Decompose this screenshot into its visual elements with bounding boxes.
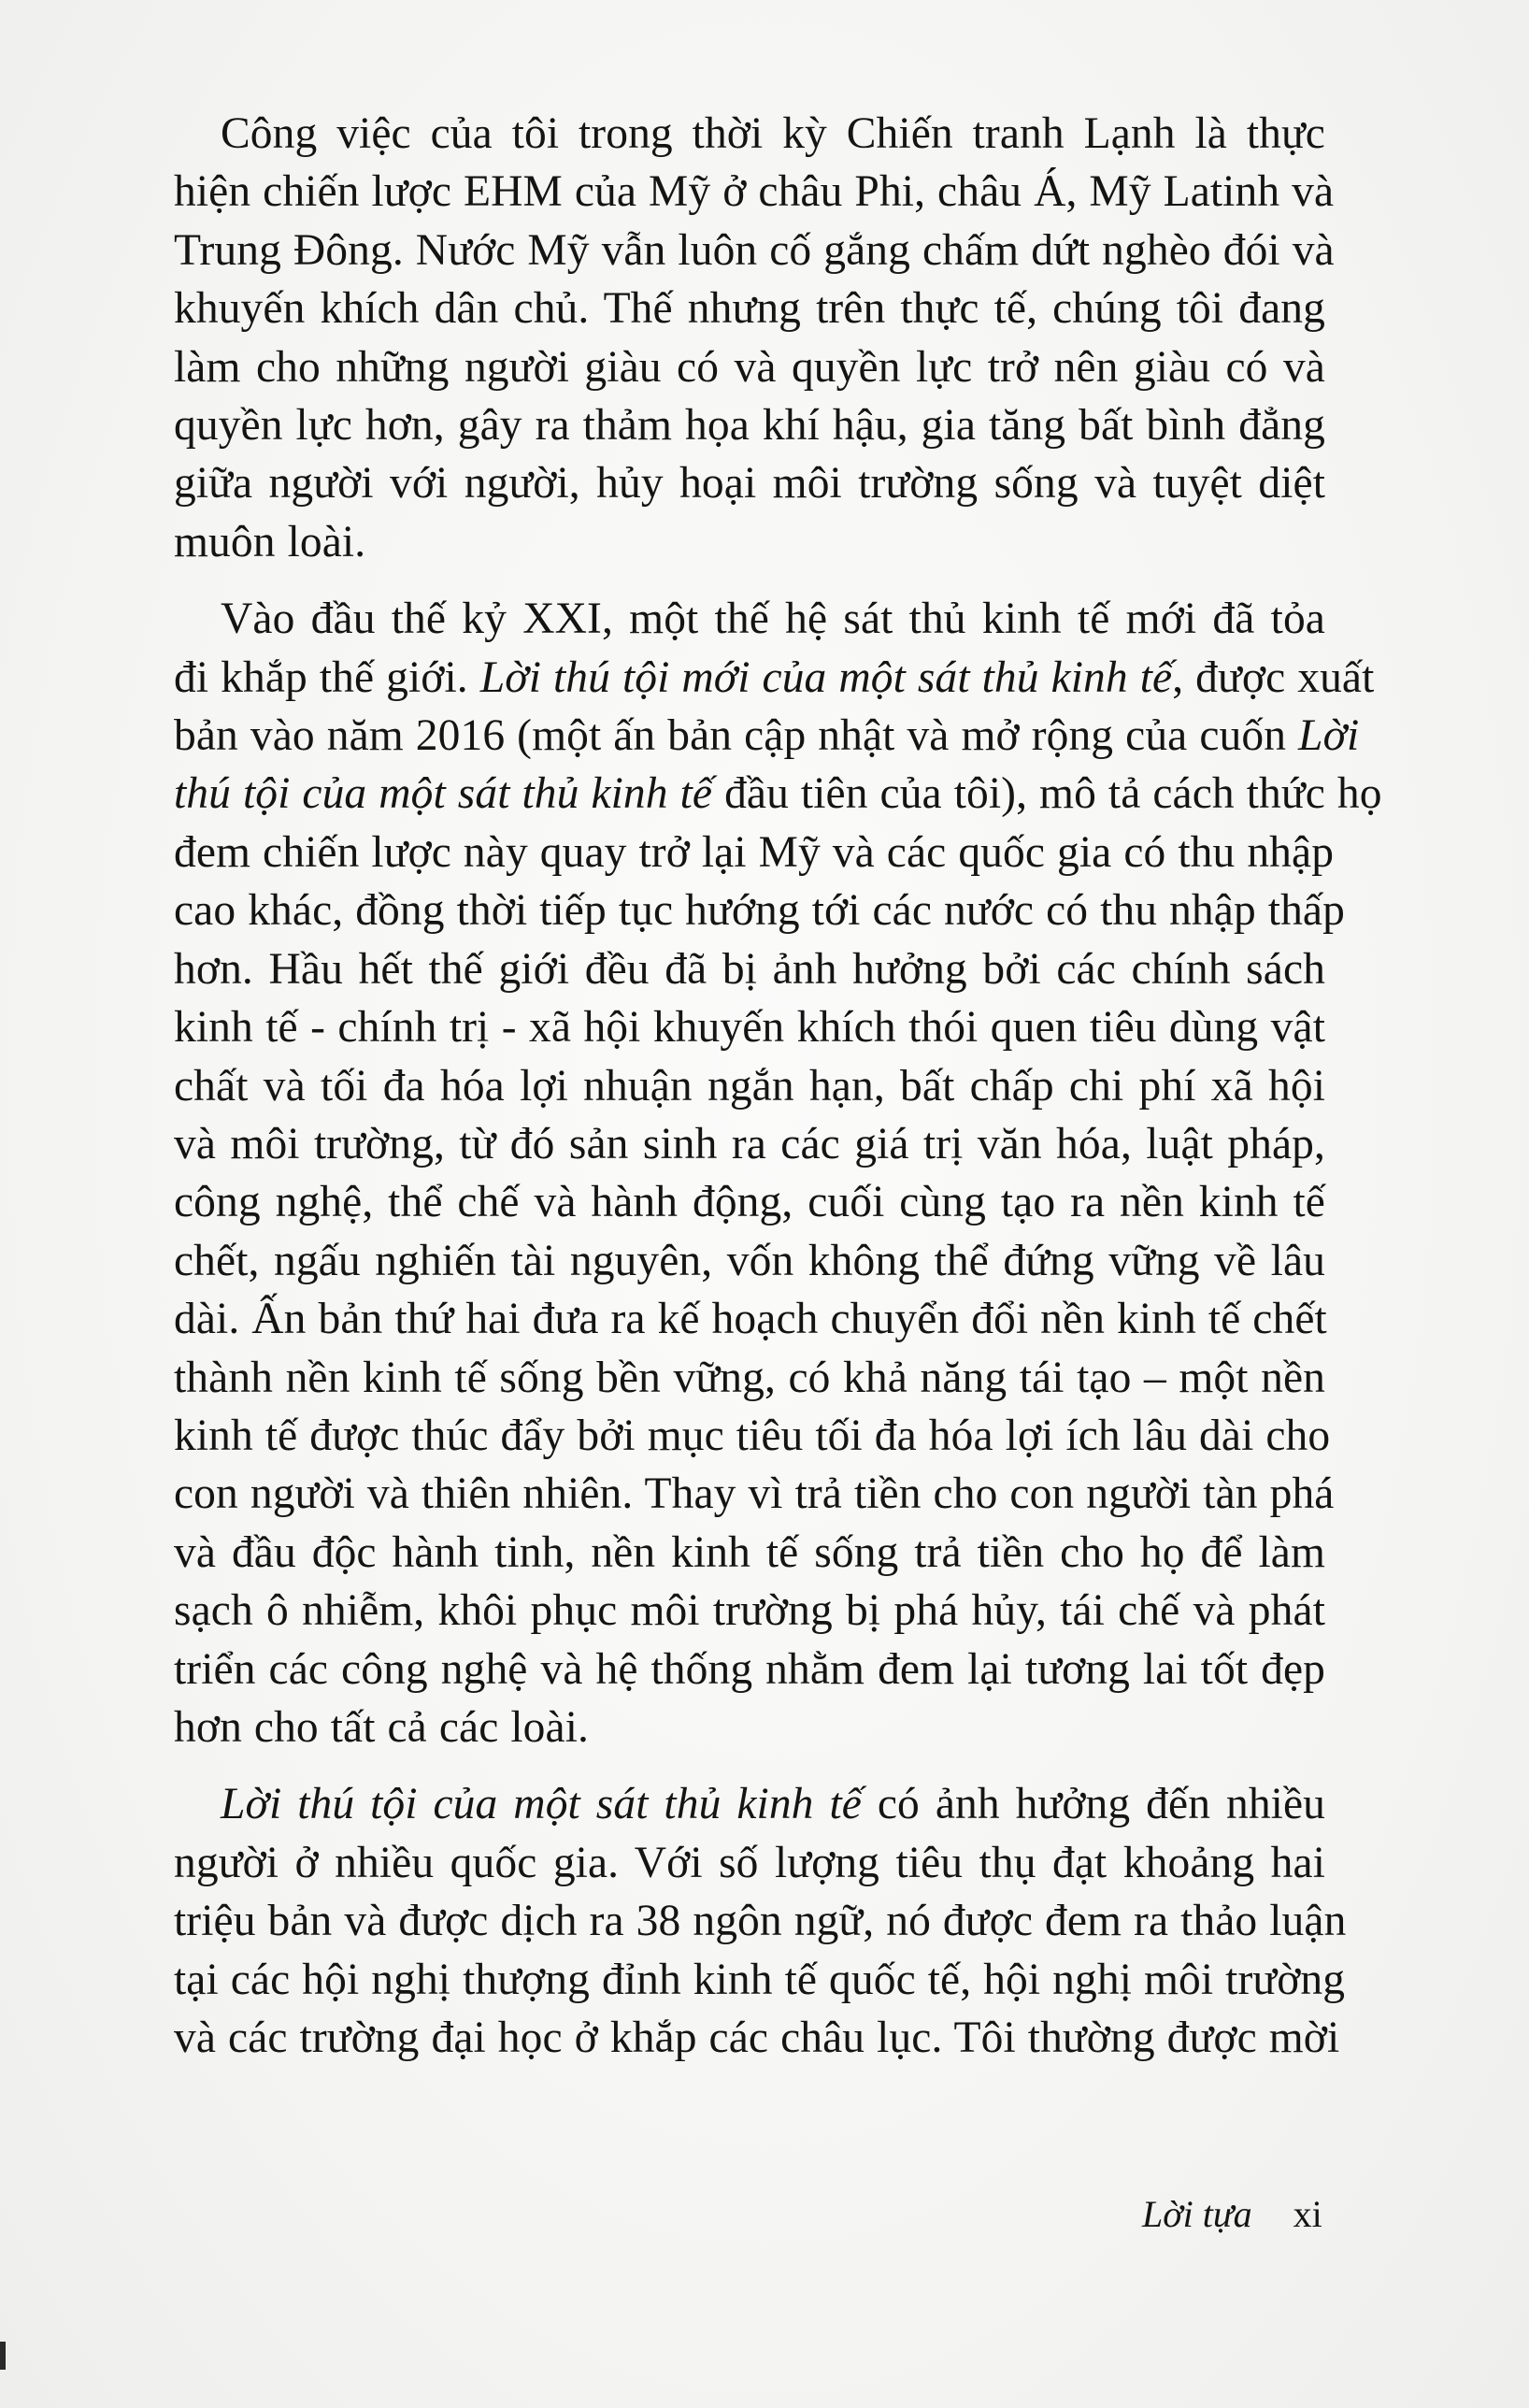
text-line bbox=[174, 1232, 1325, 1290]
paragraph bbox=[174, 1775, 1347, 2067]
text-segment: dài. Ấn bản thứ hai đưa ra kế hoạch chuyển đổi nền kinh tế chết bbox=[174, 1295, 1327, 1344]
text-line bbox=[174, 940, 1325, 998]
text-line bbox=[174, 513, 1325, 571]
text-line bbox=[174, 1057, 1325, 1115]
text-line bbox=[174, 2009, 1340, 2067]
text-line bbox=[174, 1775, 1325, 1833]
text-segment: , được xuất bbox=[1172, 652, 1375, 702]
text-segment: công nghệ, thể chế và hành động, cuối cùng tạo ra nền kinh tế bbox=[174, 1178, 1325, 1227]
italic-title: Lời bbox=[1298, 711, 1360, 761]
text-segment: khuyến khích dân chủ. Thế nhưng trên thực tế, chúng tôi đang bbox=[174, 284, 1325, 334]
text-segment: muôn loài. bbox=[174, 517, 366, 566]
text-line bbox=[174, 1465, 1335, 1523]
text-line bbox=[174, 998, 1325, 1056]
text-segment: Trung Đông. Nước Mỹ vẫn luôn cố gắng chấm dứt nghèo đói và bbox=[174, 225, 1335, 275]
text-line bbox=[174, 649, 1375, 707]
text-segment: chết, ngấu nghiến tài nguyên, vốn không thể đứng vững về lâu bbox=[174, 1236, 1325, 1285]
text-line bbox=[174, 454, 1325, 512]
text-line bbox=[174, 1892, 1347, 1950]
text-segment: con người và thiên nhiên. Thay vì trả tiền cho con người tàn phá bbox=[174, 1469, 1335, 1519]
text-segment: Vào đầu thế kỷ XXI, một thế hệ sát thủ kinh tế mới đã tỏa bbox=[221, 595, 1325, 644]
italic-title: thú tội của một sát thủ kinh tế bbox=[174, 769, 713, 819]
text-segment: đem chiến lược này quay trở lại Mỹ và các quốc gia có thu nhập bbox=[174, 827, 1335, 877]
text-line bbox=[174, 1524, 1325, 1582]
text-segment: bản vào năm 2016 (một ấn bản cập nhật và mở rộng của cuốn bbox=[174, 711, 1299, 761]
text-segment: thành nền kinh tế sống bền vững, có khả năng tái tạo – một nền bbox=[174, 1353, 1325, 1402]
text-line bbox=[174, 765, 1382, 823]
text-segment: kinh tế - chính trị - xã hội khuyến khích thói quen tiêu dùng vật bbox=[174, 1003, 1325, 1053]
text-line bbox=[174, 1115, 1325, 1173]
text-line bbox=[174, 105, 1325, 163]
text-segment: triệu bản và được dịch ra 38 ngôn ngữ, nó được đem ra thảo luận bbox=[174, 1897, 1347, 1946]
text-segment: đầu tiên của tôi), mô tả cách thức họ bbox=[712, 769, 1382, 819]
text-line bbox=[174, 590, 1325, 648]
text-line bbox=[174, 396, 1325, 454]
text-segment: kinh tế được thúc đẩy bởi mục tiêu tối đa hóa lợi ích lâu dài cho bbox=[174, 1411, 1331, 1460]
text-line bbox=[174, 163, 1335, 221]
text-line bbox=[174, 707, 1360, 765]
text-segment: và đầu độc hành tinh, nền kinh tế sống trả tiền cho họ để làm bbox=[174, 1527, 1325, 1577]
text-line bbox=[174, 1834, 1325, 1892]
text-segment: đi khắp thế giới. bbox=[174, 652, 480, 702]
italic-title: Lời thú tội mới của một sát thủ kinh tế bbox=[479, 652, 1173, 702]
text-segment: người ở nhiều quốc gia. Với số lượng tiêu thụ đạt khoảng hai bbox=[174, 1838, 1325, 1887]
text-segment: hiện chiến lược EHM của Mỹ ở châu Phi, châu Á, Mỹ Latinh và bbox=[174, 167, 1335, 217]
page-edge-mark bbox=[0, 2342, 6, 2370]
text-line bbox=[174, 338, 1325, 396]
text-segment: triển các công nghệ và hệ thống nhằm đem lại tương lai tốt đẹp bbox=[174, 1644, 1325, 1694]
page-number: xi bbox=[1293, 2193, 1322, 2235]
paragraph bbox=[174, 590, 1382, 1756]
page-footer bbox=[1142, 2192, 1329, 2237]
text-segment: làm cho những người giàu có và quyền lực trở nên giàu có và bbox=[174, 342, 1325, 392]
text-segment: hơn cho tất cả các loài. bbox=[174, 1702, 589, 1752]
text-line bbox=[174, 1951, 1346, 2009]
text-segment: cao khác, đồng thời tiếp tục hướng tới các nước có thu nhập thấp bbox=[174, 886, 1345, 936]
text-line bbox=[174, 1290, 1325, 1348]
text-segment: tại các hội nghị thượng đỉnh kinh tế quốc tế, hội nghị môi trường bbox=[174, 1955, 1346, 2004]
text-segment: quyền lực hơn, gây ra thảm họa khí hậu, gia tăng bất bình đẳng bbox=[174, 401, 1325, 451]
text-segment: hơn. Hầu hết thế giới đều đã bị ảnh hưởng bởi các chính sách bbox=[174, 944, 1325, 994]
text-line bbox=[174, 882, 1345, 939]
running-footer-title: Lời tựa bbox=[1142, 2193, 1252, 2235]
italic-title: Lời thú tội của một sát thủ kinh tế bbox=[221, 1780, 862, 1829]
text-line bbox=[174, 1698, 1325, 1756]
text-line bbox=[174, 824, 1335, 882]
text-segment: Công việc của tôi trong thời kỳ Chiến tranh Lạnh là thực bbox=[221, 109, 1325, 158]
text-line bbox=[174, 222, 1335, 280]
text-line bbox=[174, 1173, 1325, 1231]
body-text bbox=[174, 105, 1382, 2086]
text-segment: và các trường đại học ở khắp các châu lục. Tôi thường được mời bbox=[174, 2014, 1340, 2062]
text-line bbox=[174, 1407, 1331, 1465]
text-line bbox=[174, 1349, 1325, 1407]
text-segment: chất và tối đa hóa lợi nhuận ngắn hạn, bất chấp chi phí xã hội bbox=[174, 1061, 1325, 1111]
text-segment: giữa người với người, hủy hoại môi trường sống và tuyệt diệt bbox=[174, 459, 1325, 509]
text-line bbox=[174, 280, 1325, 337]
text-segment: có ảnh hưởng đến nhiều bbox=[861, 1780, 1326, 1829]
text-segment: và môi trường, từ đó sản sinh ra các giá trị văn hóa, luật pháp, bbox=[174, 1119, 1325, 1168]
text-segment: sạch ô nhiễm, khôi phục môi trường bị phá hủy, tái chế và phát bbox=[174, 1586, 1325, 1636]
text-line bbox=[174, 1582, 1325, 1640]
text-line bbox=[174, 1641, 1325, 1698]
paragraph bbox=[174, 105, 1335, 571]
